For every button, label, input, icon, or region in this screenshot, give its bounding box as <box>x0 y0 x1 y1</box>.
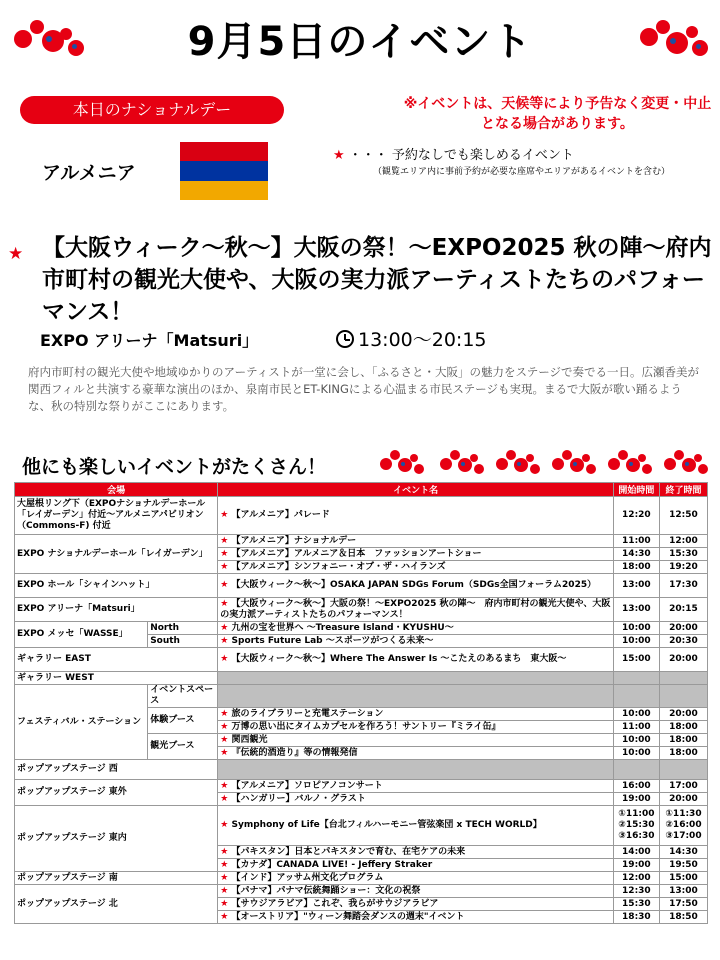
legend <box>333 148 670 180</box>
featured-star-icon: ★ <box>8 244 24 264</box>
venue-cell: ポップアップステージ 東内 <box>15 806 218 872</box>
end-cell: 19:20 <box>659 561 707 574</box>
notice-text: ※イベントは、天候等により予告なく変更・中止となる場合があります。 <box>403 96 712 132</box>
start-cell: 15:00 <box>613 648 659 672</box>
decorative-dots-icon <box>664 448 708 476</box>
event-cell: ★ 【大阪ウィーク～秋～】大阪の祭！～EXPO2025 秋の陣～ 府内市町村の観光大使や、大阪の実力派アーティストたちのパフォーマンス！ <box>218 598 614 622</box>
event-cell: ★ 関西観光 <box>218 734 614 747</box>
end-cell: 13:00 <box>659 885 707 898</box>
end-cell: 17:50 <box>659 898 707 911</box>
start-cell: 16:00 <box>613 780 659 793</box>
decorative-dots-icon <box>380 448 424 476</box>
event-cell: ★ 【アルメニア】ソロピアノコンサート <box>218 780 614 793</box>
table-row <box>15 497 708 535</box>
end-cell: 18:00 <box>659 734 707 747</box>
table-header <box>15 483 708 497</box>
event-cell: ★ 【アルメニア】ナショナルデー <box>218 535 614 548</box>
end-cell: 20:30 <box>659 635 707 648</box>
venue-cell: ポップアップステージ 南 <box>15 872 218 885</box>
event-cell: ★ Symphony of Life【台北フィルハーモニー管弦楽団 x TECH WORLD】 <box>218 806 614 846</box>
legend-text: ・・・ 予約なしでも楽しめるイベント <box>348 148 574 163</box>
start-cell: 12:30 <box>613 885 659 898</box>
start-cell: 10:00 <box>613 734 659 747</box>
end-cell: 18:50 <box>659 911 707 924</box>
event-cell: ★ 【アルメニア】シンフォニー・オブ・ザ・ハイランズ <box>218 561 614 574</box>
header-event: イベント名 <box>218 483 614 497</box>
start-cell: 18:00 <box>613 561 659 574</box>
start-cell: 10:00 <box>613 747 659 760</box>
table-row <box>15 535 708 548</box>
start-cell: 10:00 <box>613 622 659 635</box>
event-table <box>14 482 708 924</box>
venue-cell: EXPO アリーナ「Matsuri」 <box>15 598 218 622</box>
header-end: 終了時間 <box>659 483 707 497</box>
featured-time <box>336 325 487 352</box>
start-cell: 11:00 <box>613 721 659 734</box>
event-cell: ★ 【アルメニア】アルメニア＆日本 ファッションアートショー <box>218 548 614 561</box>
legend-note: （観覧エリア内に事前予約が必要な座席やエリアがあるイベントを含む） <box>373 167 671 177</box>
start-cell: 10:00 <box>613 635 659 648</box>
sub-venue-cell: 観光ブース <box>148 734 218 760</box>
decorative-dots-icon <box>552 448 596 476</box>
sub-venue-cell: North <box>148 622 218 635</box>
event-cell: ★ 【カナダ】CANADA LIVE! - Jeffery Straker <box>218 859 614 872</box>
start-cell: 13:00 <box>613 598 659 622</box>
end-cell: ①11:30 ②16:00 ③17:00 <box>659 806 707 846</box>
event-cell: ★ Sports Future Lab ～スポーツがつくる未来～ <box>218 635 614 648</box>
table-row <box>15 672 708 685</box>
start-cell: 19:00 <box>613 859 659 872</box>
others-title: 他にも楽しいイベントがたくさん！ <box>22 456 327 478</box>
start-cell: 12:20 <box>613 497 659 535</box>
event-cell: ★ 万博の思い出にタイムカプセルを作ろう！サントリー『ミライ缶』 <box>218 721 614 734</box>
venue-cell: ポップアップステージ 西 <box>15 760 218 780</box>
national-day-badge: 本日のナショナルデー <box>20 96 284 124</box>
sub-venue-cell: イベントスペース <box>148 685 218 708</box>
table-row <box>15 685 708 708</box>
event-cell: ★ 【パキスタン】日本とパキスタンで育む、在宅ケアの未来 <box>218 846 614 859</box>
event-cell: ★ 【サウジアラビア】これぞ、我らがサウジアラビア <box>218 898 614 911</box>
featured-time-text: 13:00～20:15 <box>358 329 487 351</box>
table-row <box>15 598 708 622</box>
event-cell: ★ 【大阪ウィーク～秋～】OSAKA JAPAN SDGs Forum（SDGs全国フォーラム2025） <box>218 574 614 598</box>
decorative-dots-icon <box>440 448 484 476</box>
end-cell: 15:30 <box>659 548 707 561</box>
decorative-dots-icon <box>496 448 540 476</box>
start-cell: 18:30 <box>613 911 659 924</box>
end-cell: 12:50 <box>659 497 707 535</box>
venue-cell: ポップアップステージ 北 <box>15 885 218 924</box>
sub-venue-cell: 体験ブース <box>148 708 218 734</box>
start-cell: ①11:00 ②15:30 ③16:30 <box>613 806 659 846</box>
venue-cell: フェスティバル・ステーション <box>15 685 148 760</box>
end-cell: 18:00 <box>659 747 707 760</box>
legend-star-icon: ★ <box>333 148 345 163</box>
table-row <box>15 574 708 598</box>
end-cell: 15:00 <box>659 872 707 885</box>
event-cell: ★ 【大阪ウィーク～秋～】Where The Answer Is ～こたえのあるまち 東大阪～ <box>218 648 614 672</box>
event-cell: ★ 『伝統的酒造り』等の情報発信 <box>218 747 614 760</box>
table-row <box>15 648 708 672</box>
start-cell: 14:00 <box>613 846 659 859</box>
end-cell: 20:00 <box>659 622 707 635</box>
venue-cell: EXPO ナショナルデーホール「レイガーデン」 <box>15 535 218 574</box>
end-cell: 20:00 <box>659 648 707 672</box>
featured-title: 【大阪ウィーク～秋～】大阪の祭！～EXPO2025 秋の陣～府内市町村の観光大使や、大阪の実力派アーティストたちのパフォーマンス！ <box>42 235 712 325</box>
sub-venue-cell: South <box>148 635 218 648</box>
end-cell: 19:50 <box>659 859 707 872</box>
venue-cell: ギャラリー EAST <box>15 648 218 672</box>
venue-cell: EXPO ホール「シャインハット」 <box>15 574 218 598</box>
venue-cell: EXPO メッセ「WASSE」 <box>15 622 148 648</box>
event-cell: ★ 旅のライブラリーと充電ステーション <box>218 708 614 721</box>
event-cell: ★ 【パナマ】パナマ伝統舞踊ショー：文化の祝祭 <box>218 885 614 898</box>
end-cell: 14:30 <box>659 846 707 859</box>
end-cell: 17:00 <box>659 780 707 793</box>
armenia-flag-icon <box>180 142 268 200</box>
start-cell: 12:00 <box>613 872 659 885</box>
start-cell: 13:00 <box>613 574 659 598</box>
event-cell: ★ 【オーストリア】"ウィーン舞踏会ダンスの週末"イベント <box>218 911 614 924</box>
end-cell: 17:30 <box>659 574 707 598</box>
end-cell: 20:15 <box>659 598 707 622</box>
start-cell: 15:30 <box>613 898 659 911</box>
start-cell: 10:00 <box>613 708 659 721</box>
event-cell: ★ 【インド】アッサム州文化プログラム <box>218 872 614 885</box>
start-cell: 11:00 <box>613 535 659 548</box>
header-venue: 会場 <box>15 483 218 497</box>
table-row <box>15 872 708 885</box>
event-cell: ★ 【アルメニア】パレード <box>218 497 614 535</box>
page-title: 9月5日のイベント <box>187 19 533 65</box>
end-cell: 20:00 <box>659 708 707 721</box>
venue-cell: 大屋根リング下（EXPOナショナルデーホール「レイガーデン」付近～アルメニアパビリオン（Commons-F) 付近 <box>15 497 218 535</box>
table-row <box>15 760 708 780</box>
header-start: 開始時間 <box>613 483 659 497</box>
table-row <box>15 780 708 793</box>
featured-description: 府内市町村の観光大使や地域ゆかりのアーティストが一堂に会し、「ふるさと・大阪」の魅力をステージで奏でる一日。広瀬香美が関西フィルと共演する豪華な演出のほか、泉南市民とET-KINGによる心温まる市民ステージも実現。まるで大阪が歌い踊るような、秋の特別な祭りがここにあります。 <box>28 365 700 413</box>
end-cell: 20:00 <box>659 793 707 806</box>
featured-venue: EXPO アリーナ「Matsuri」 <box>40 331 259 350</box>
table-row <box>15 885 708 898</box>
venue-cell: ギャラリー WEST <box>15 672 218 685</box>
decorative-dots-icon <box>608 448 652 476</box>
venue-cell: ポップアップステージ 東外 <box>15 780 218 806</box>
start-cell: 14:30 <box>613 548 659 561</box>
event-cell: ★ 九州の宝を世界へ ～Treasure Island・KYUSHU～ <box>218 622 614 635</box>
national-day-country: アルメニア <box>42 162 136 184</box>
end-cell: 12:00 <box>659 535 707 548</box>
event-cell: ★ 【ハンガリー】バルノ・グラスト <box>218 793 614 806</box>
clock-icon <box>336 330 354 348</box>
table-row <box>15 622 708 635</box>
end-cell: 18:00 <box>659 721 707 734</box>
table-row <box>15 806 708 846</box>
start-cell: 19:00 <box>613 793 659 806</box>
